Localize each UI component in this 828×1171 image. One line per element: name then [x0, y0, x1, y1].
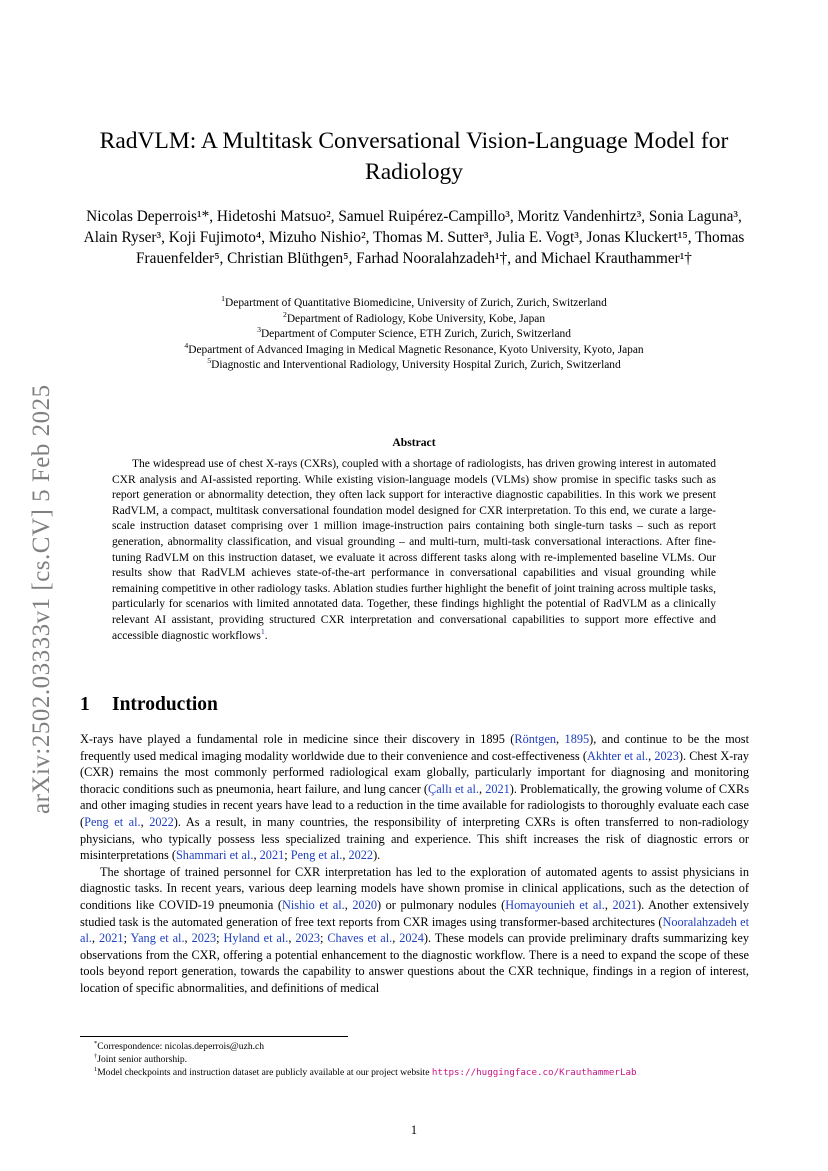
abstract-text: The widespread use of chest X-rays (CXRs), coupled with a shortage of radiologists, has driven growing interest in automated CXR analysis and AI-assisted reporting. While existing vision-language models (VLMs) show promise in specific tasks such as report generation or abnormality detection, they often lack support for interactive diagnostic capabilities. In this work we present RadVLM, a compact, multitask conversational foundation model designed for CXR interpretation. To this end, we curate a large-scale instruction dataset comprising over 1 million image-instruction pairs containing both single-turn tasks – such as report generation, abnormality classification, and visual grounding – and multi-turn, multi-task conversational interactions. After fine-tuning RadVLM on this instruction dataset, we evaluate it across different tasks along with re-implemented baseline VLMs. Our results show that RadVLM achieves state-of-the-art performance in conversational capabilities and visual grounding while remaining competitive in other radiology tasks. Ablation studies further highlight the benefit of joint training across multiple tasks, particularly for scenarios with limited annotated data. Together, these findings highlight the potential of RadVLM as a clinically relevant AI assistant, providing structured CXR interpretation and conversational capabilities to support more effective and accessible diagnostic workflows$^1$. — [112, 458, 716, 642]
affiliation-text: Department of Computer Science, ETH Zurich, Zurich, Switzerland — [260, 328, 571, 340]
citation-link[interactable]: 2023 — [654, 748, 679, 763]
citation-link[interactable]: Peng et al. — [290, 848, 343, 863]
affiliation-mark: 5 — [207, 356, 212, 366]
body-text-run: ). Chest X-ray (CXR) remains the most commonly performed radiological exam globally, particularly important for diagnosing and monitoring thoracic conditions such as pneumonia, heart failure, and lung cancer ( — [80, 748, 749, 796]
body-text-run: ). — [373, 848, 381, 863]
body-text-run: ). These models can provide preliminary drafts summarizing key observations from the CXR, offering a potential enhancement to the diagnostic workflow. There is a need to expand the scope of these tools beyond report generation, towards the capability to answer questions about the CXR technique, findings in a region of interest, location of specific abnormalities, and definitions of medical — [80, 931, 750, 995]
citation-link[interactable]: 2024 — [399, 931, 424, 946]
section-heading — [80, 694, 218, 716]
body-text-run: , — [253, 848, 260, 863]
body-text-run: ), and continue to be the most frequently used medical imaging modality worldwide due to their convenience and cost-effectiveness ( — [80, 732, 750, 763]
body-text-run: ; — [123, 931, 131, 946]
affiliation-text: Department of Quantitative Biomedicine, University of Zurich, Zurich, Switzerland — [225, 297, 607, 309]
body-text-run: , — [478, 781, 486, 796]
arxiv-identifier-stamp: arXiv:2502.03333v1 [cs.CV] 5 Feb 2025 — [28, 384, 55, 814]
citation-link[interactable]: 2020 — [352, 897, 377, 912]
body-text-run: , — [556, 732, 565, 746]
citation-link[interactable]: Nooralahzadeh et al. — [80, 914, 749, 946]
section-title: Introduction — [112, 694, 218, 715]
body-text-run: ) or pulmonary nodules ( — [376, 897, 506, 912]
body-text-run: , — [392, 931, 400, 946]
affiliation-text: Department of Radiology, Kobe University, Kobe, Japan — [286, 312, 546, 325]
citation-link[interactable]: 2023 — [191, 931, 217, 946]
citation-link[interactable]: Çallı et al. — [428, 781, 479, 796]
affiliation-mark: 4 — [184, 340, 189, 350]
body-text-run: ). Problematically, the growing volume of CXRs and other imaging studies in recent years have lead to a reduction in the time available for radiologists to thoroughly evaluate each case ( — [80, 781, 749, 829]
affiliation-line — [80, 327, 748, 343]
body-text-run: , — [344, 897, 353, 912]
footnote-text: Joint senior authorship. — [97, 1054, 188, 1066]
body-text-run: , — [184, 931, 192, 946]
body-text-run: , — [604, 897, 613, 912]
footnote-mark: 1 — [94, 1066, 98, 1074]
footnotes — [80, 1040, 749, 1080]
citation-link[interactable]: Peng et al. — [84, 814, 141, 829]
footnote — [80, 1053, 749, 1066]
citation-link[interactable]: Akhter et al. — [586, 748, 649, 763]
body-text — [80, 731, 749, 997]
citation-link[interactable]: 2023 — [295, 931, 320, 946]
section-number: 1 — [80, 694, 90, 715]
body-text-run: , — [91, 931, 99, 946]
paragraph-1 — [80, 731, 749, 864]
affiliation-line — [80, 358, 748, 374]
body-text-run: X-rays have played a fundamental role in medicine since their discovery in 1895 ( — [80, 732, 515, 746]
body-text-run: , — [342, 848, 349, 863]
page-number: 1 — [410, 1123, 418, 1137]
footnote — [80, 1040, 749, 1053]
affiliation-text: Department of Advanced Imaging in Medical Magnetic Resonance, Kyoto University, Kyoto, Japan — [188, 343, 644, 356]
footnote-mark: * — [94, 1039, 98, 1047]
abstract-body: The widespread use of chest X-rays (CXRs), coupled with a shortage of radiologists, has driven growing interest in automated CXR analysis and AI-assisted reporting. While existing vision-language models (VLMs) show promise in specific tasks such as report generation or abnormality detection, they often lack support for interactive diagnostic capabilities. In this work we present RadVLM, a compact, multitask conversational foundation model designed for CXR interpretation. To this end, we curate a large-scale instruction dataset comprising over 1 million image-instruction pairs containing both single-turn tasks – such as report generation, abnormality classification, and visual grounding – and multi-turn, multi-task conversational interactions. After fine-tuning RadVLM on this instruction dataset, we evaluate it across different tasks along with re-implemented baseline VLMs. Our results show that RadVLM achieves state-of-the-art performance in conversational capabilities and visual grounding while remaining competitive in other radiology tasks. Ablation studies further highlight the benefit of joint training across multiple tasks, particularly for scenarios with limited annotated data. Together, these findings highlight the potential of RadVLM as a clinically relevant AI assistant, providing structured CXR interpretation and conversational capabilities to support more effective and accessible diagnostic workflows — [112, 458, 716, 642]
citation-link[interactable]: Chaves et al. — [327, 931, 393, 946]
citation-link[interactable]: Hyland et al. — [223, 931, 289, 946]
paragraph-2 — [80, 864, 749, 997]
citation-link[interactable]: Nishio et al. — [282, 897, 345, 912]
citation-link[interactable]: 1895 — [564, 732, 590, 746]
citation-link[interactable]: 2021 — [612, 897, 638, 912]
body-text-run: The shortage of trained personnel for CXR interpretation has led to the exploration of automated agents to assist physicians in diagnostic tasks. In recent years, various deep learning models have shown promise in clinical applications, such as the detection of conditions like COVID-19 pneumonia ( — [80, 864, 749, 912]
body-text-run: ). As a result, in many countries, the responsibility of interpreting CXRs is often transferred to non-radiology physicians, who typically possess less specialized training and experience. This shift increases the risk of diagnostic errors or misinterpretations ( — [80, 814, 749, 863]
paper-title: RadVLM: A Multitask Conversational Vision-Language Model for Radiology — [99, 128, 729, 185]
affiliations — [80, 296, 748, 374]
footnote-text: Correspondence: nicolas.deperrois@uzh.ch — [97, 1041, 265, 1052]
citation-link[interactable]: 2022 — [348, 848, 374, 863]
body-text-run: , — [288, 931, 296, 946]
body-text-run: , — [648, 748, 655, 763]
body-text-run: ; — [284, 848, 291, 863]
footnote-mark: † — [94, 1053, 98, 1061]
footnote-text: Model checkpoints and instruction dataset are publicly available at our project website — [97, 1067, 432, 1079]
affiliation-mark: 2 — [282, 309, 287, 319]
footnote-divider — [80, 1036, 348, 1037]
citation-link[interactable]: Shammari et al. — [175, 848, 254, 863]
citation-link[interactable]: 2021 — [259, 848, 285, 863]
footnote — [80, 1066, 749, 1079]
citation-link[interactable]: 2021 — [98, 931, 124, 946]
abstract-heading: Abstract — [392, 436, 436, 449]
citation-link[interactable]: Yang et al. — [130, 931, 185, 946]
body-text-run: ; — [216, 931, 224, 946]
affiliation-line — [80, 340, 748, 359]
footnote-ref-1[interactable]: 1 — [260, 626, 265, 636]
citation-link[interactable]: 2022 — [149, 814, 174, 829]
affiliation-line — [80, 296, 748, 312]
citation-link[interactable]: 2021 — [485, 781, 510, 796]
author-list: Nicolas Deperrois¹*, Hidetoshi Matsuo², Samuel Ruipérez-Campillo³, Moritz Vandenhirtz³, Sonia Laguna³, Alain Ryser³, Koji Fujimoto⁴, Mizuho Nishio², Thomas M. Sutter³, Julia E. Vogt³, Jonas Kluckert¹⁵, Thomas Frauenfelder⁵, Christian Blüthgen⁵, Farhad Nooralahzadeh¹†, and Michael Krauthammer¹† — [83, 208, 745, 267]
affiliation-mark: 1 — [221, 294, 226, 304]
citation-link[interactable]: Homayounieh et al. — [505, 897, 605, 912]
affiliation-mark: 3 — [257, 325, 261, 335]
body-text-run: ; — [320, 931, 328, 946]
citation-link[interactable]: Röntgen — [514, 732, 557, 746]
affiliation-text: Diagnostic and Interventional Radiology, University Hospital Zurich, Zurich, Switzerland — [211, 359, 621, 371]
project-url-link[interactable]: https://huggingface.co/KrauthammerLab — [431, 1067, 637, 1079]
body-text-run: ). Another extensively studied task is the automated generation of free text reports from CXR images using transformer-based architectures ( — [80, 897, 749, 929]
affiliation-line — [80, 309, 748, 328]
body-text-run: , — [140, 814, 150, 829]
